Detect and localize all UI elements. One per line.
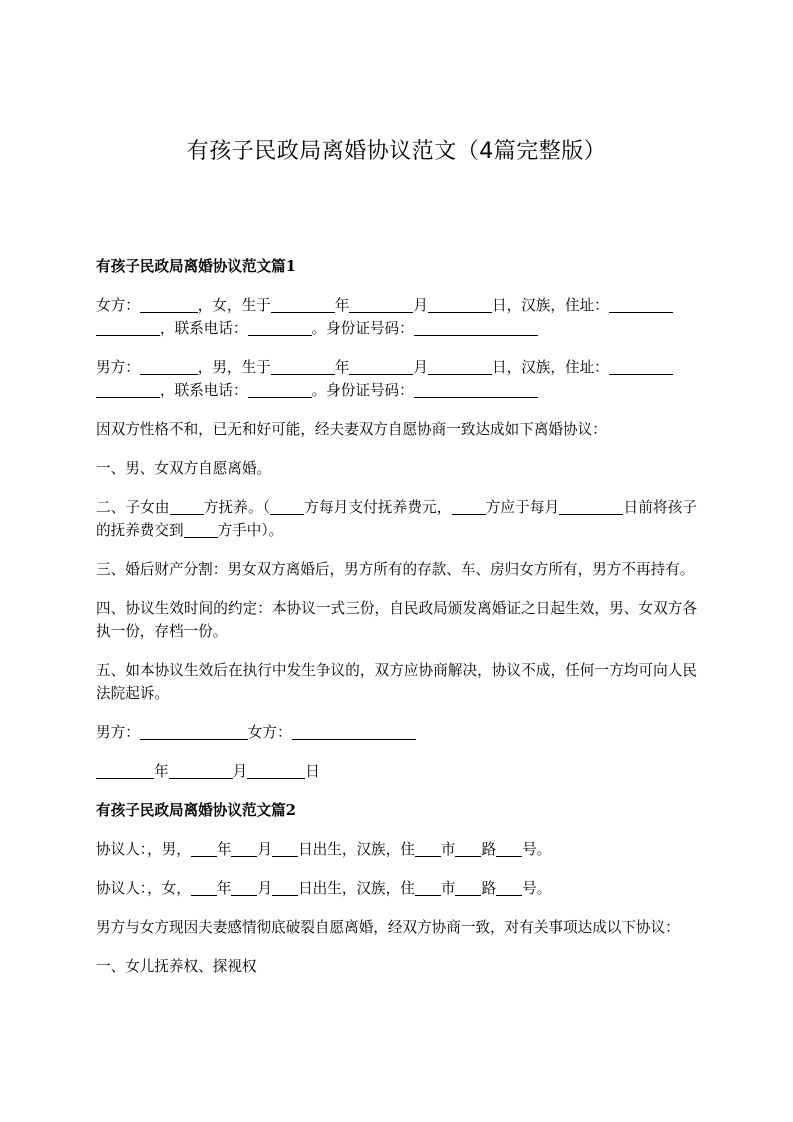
blank-field[interactable]	[349, 358, 413, 375]
blank-field[interactable]	[455, 879, 481, 896]
blank-field[interactable]	[452, 498, 486, 515]
female-party-info: 女方： ，女，生于 年 月 日，汉族，住址： ，联系电话： 。身份证号码：	[96, 294, 697, 340]
blank-field[interactable]	[248, 319, 312, 336]
blank-field[interactable]	[248, 381, 312, 398]
clause-2-1: 一、女儿抚养权、探视权	[96, 958, 257, 975]
date-line: 年 月 日	[96, 760, 697, 783]
blank-field[interactable]	[247, 762, 305, 779]
blank-field[interactable]	[609, 358, 673, 375]
blank-field[interactable]	[428, 296, 492, 313]
blank-field[interactable]	[415, 840, 441, 857]
male-party-info: 男方： ，男，生于 年 月 日，汉族，住址： ，联系电话： 。身份证号码：	[96, 356, 697, 402]
blank-field[interactable]	[414, 381, 538, 398]
blank-field[interactable]	[96, 381, 160, 398]
blank-field[interactable]	[231, 840, 257, 857]
clause-2: 二、子女由 方抚养。（ 方每月支付抚养费元， 方应于每月 日前将孩子的抚养费交到 方手中）。	[96, 499, 697, 539]
blank-field[interactable]	[559, 498, 623, 515]
section-heading-2: 有孩子民政局离婚协议范文篇2	[96, 802, 296, 819]
blank-field[interactable]	[96, 319, 160, 336]
agreement-intro: 因双方性格不和，已无和好可能，经夫妻双方自愿协商一致达成如下离婚协议：	[96, 421, 607, 438]
party-a-info: 协议人：，男， 年 月 日出生，汉族，住 市 路 号。	[96, 841, 552, 858]
blank-field[interactable]	[191, 879, 217, 896]
blank-field[interactable]	[609, 296, 673, 313]
blank-field[interactable]	[414, 319, 538, 336]
blank-field[interactable]	[170, 498, 204, 515]
document-body	[96, 255, 697, 994]
clause-4: 四、协议生效时间的约定：本协议一式三份，自民政局颁发离婚证之日起生效，男、女双方各执一份，存档一份。	[96, 600, 697, 640]
clause-3: 三、婚后财产分割：男女双方离婚后，男方所有的存款、车、房归女方所有，男方不再持有。	[96, 561, 695, 578]
female-signature-field[interactable]	[292, 723, 416, 740]
male-signature-field[interactable]	[140, 723, 248, 740]
blank-field[interactable]	[96, 762, 154, 779]
party-b-info: 协议人：，女， 年 月 日出生，汉族，住 市 路 号。	[96, 880, 552, 897]
blank-field[interactable]	[140, 296, 198, 313]
blank-field[interactable]	[272, 840, 298, 857]
blank-field[interactable]	[272, 879, 298, 896]
blank-field[interactable]	[231, 879, 257, 896]
blank-field[interactable]	[184, 521, 218, 538]
blank-field[interactable]	[415, 879, 441, 896]
blank-field[interactable]	[271, 296, 335, 313]
blank-field[interactable]	[271, 358, 335, 375]
blank-field[interactable]	[191, 840, 217, 857]
blank-field[interactable]	[140, 358, 198, 375]
section-heading-1: 有孩子民政局离婚协议范文篇1	[96, 258, 296, 275]
signature-line: 男方： 女方：	[96, 721, 697, 744]
blank-field[interactable]	[169, 762, 233, 779]
blank-field[interactable]	[496, 840, 522, 857]
agreement-intro-2: 男方与女方现因夫妻感情彻底破裂自愿离婚，经双方协商一致，对有关事项达成以下协议：	[96, 919, 680, 936]
blank-field[interactable]	[270, 498, 304, 515]
blank-field[interactable]	[349, 296, 413, 313]
document-title: 有孩子民政局离婚协议范文（4篇完整版）	[186, 139, 607, 164]
blank-field[interactable]	[496, 879, 522, 896]
blank-field[interactable]	[428, 358, 492, 375]
clause-1: 一、男、女双方自愿离婚。	[96, 460, 272, 477]
clause-5: 五、如本协议生效后在执行中发生争议的，双方应协商解决，协议不成，任何一方均可向人民法院起诉。	[96, 662, 697, 702]
blank-field[interactable]	[455, 840, 481, 857]
